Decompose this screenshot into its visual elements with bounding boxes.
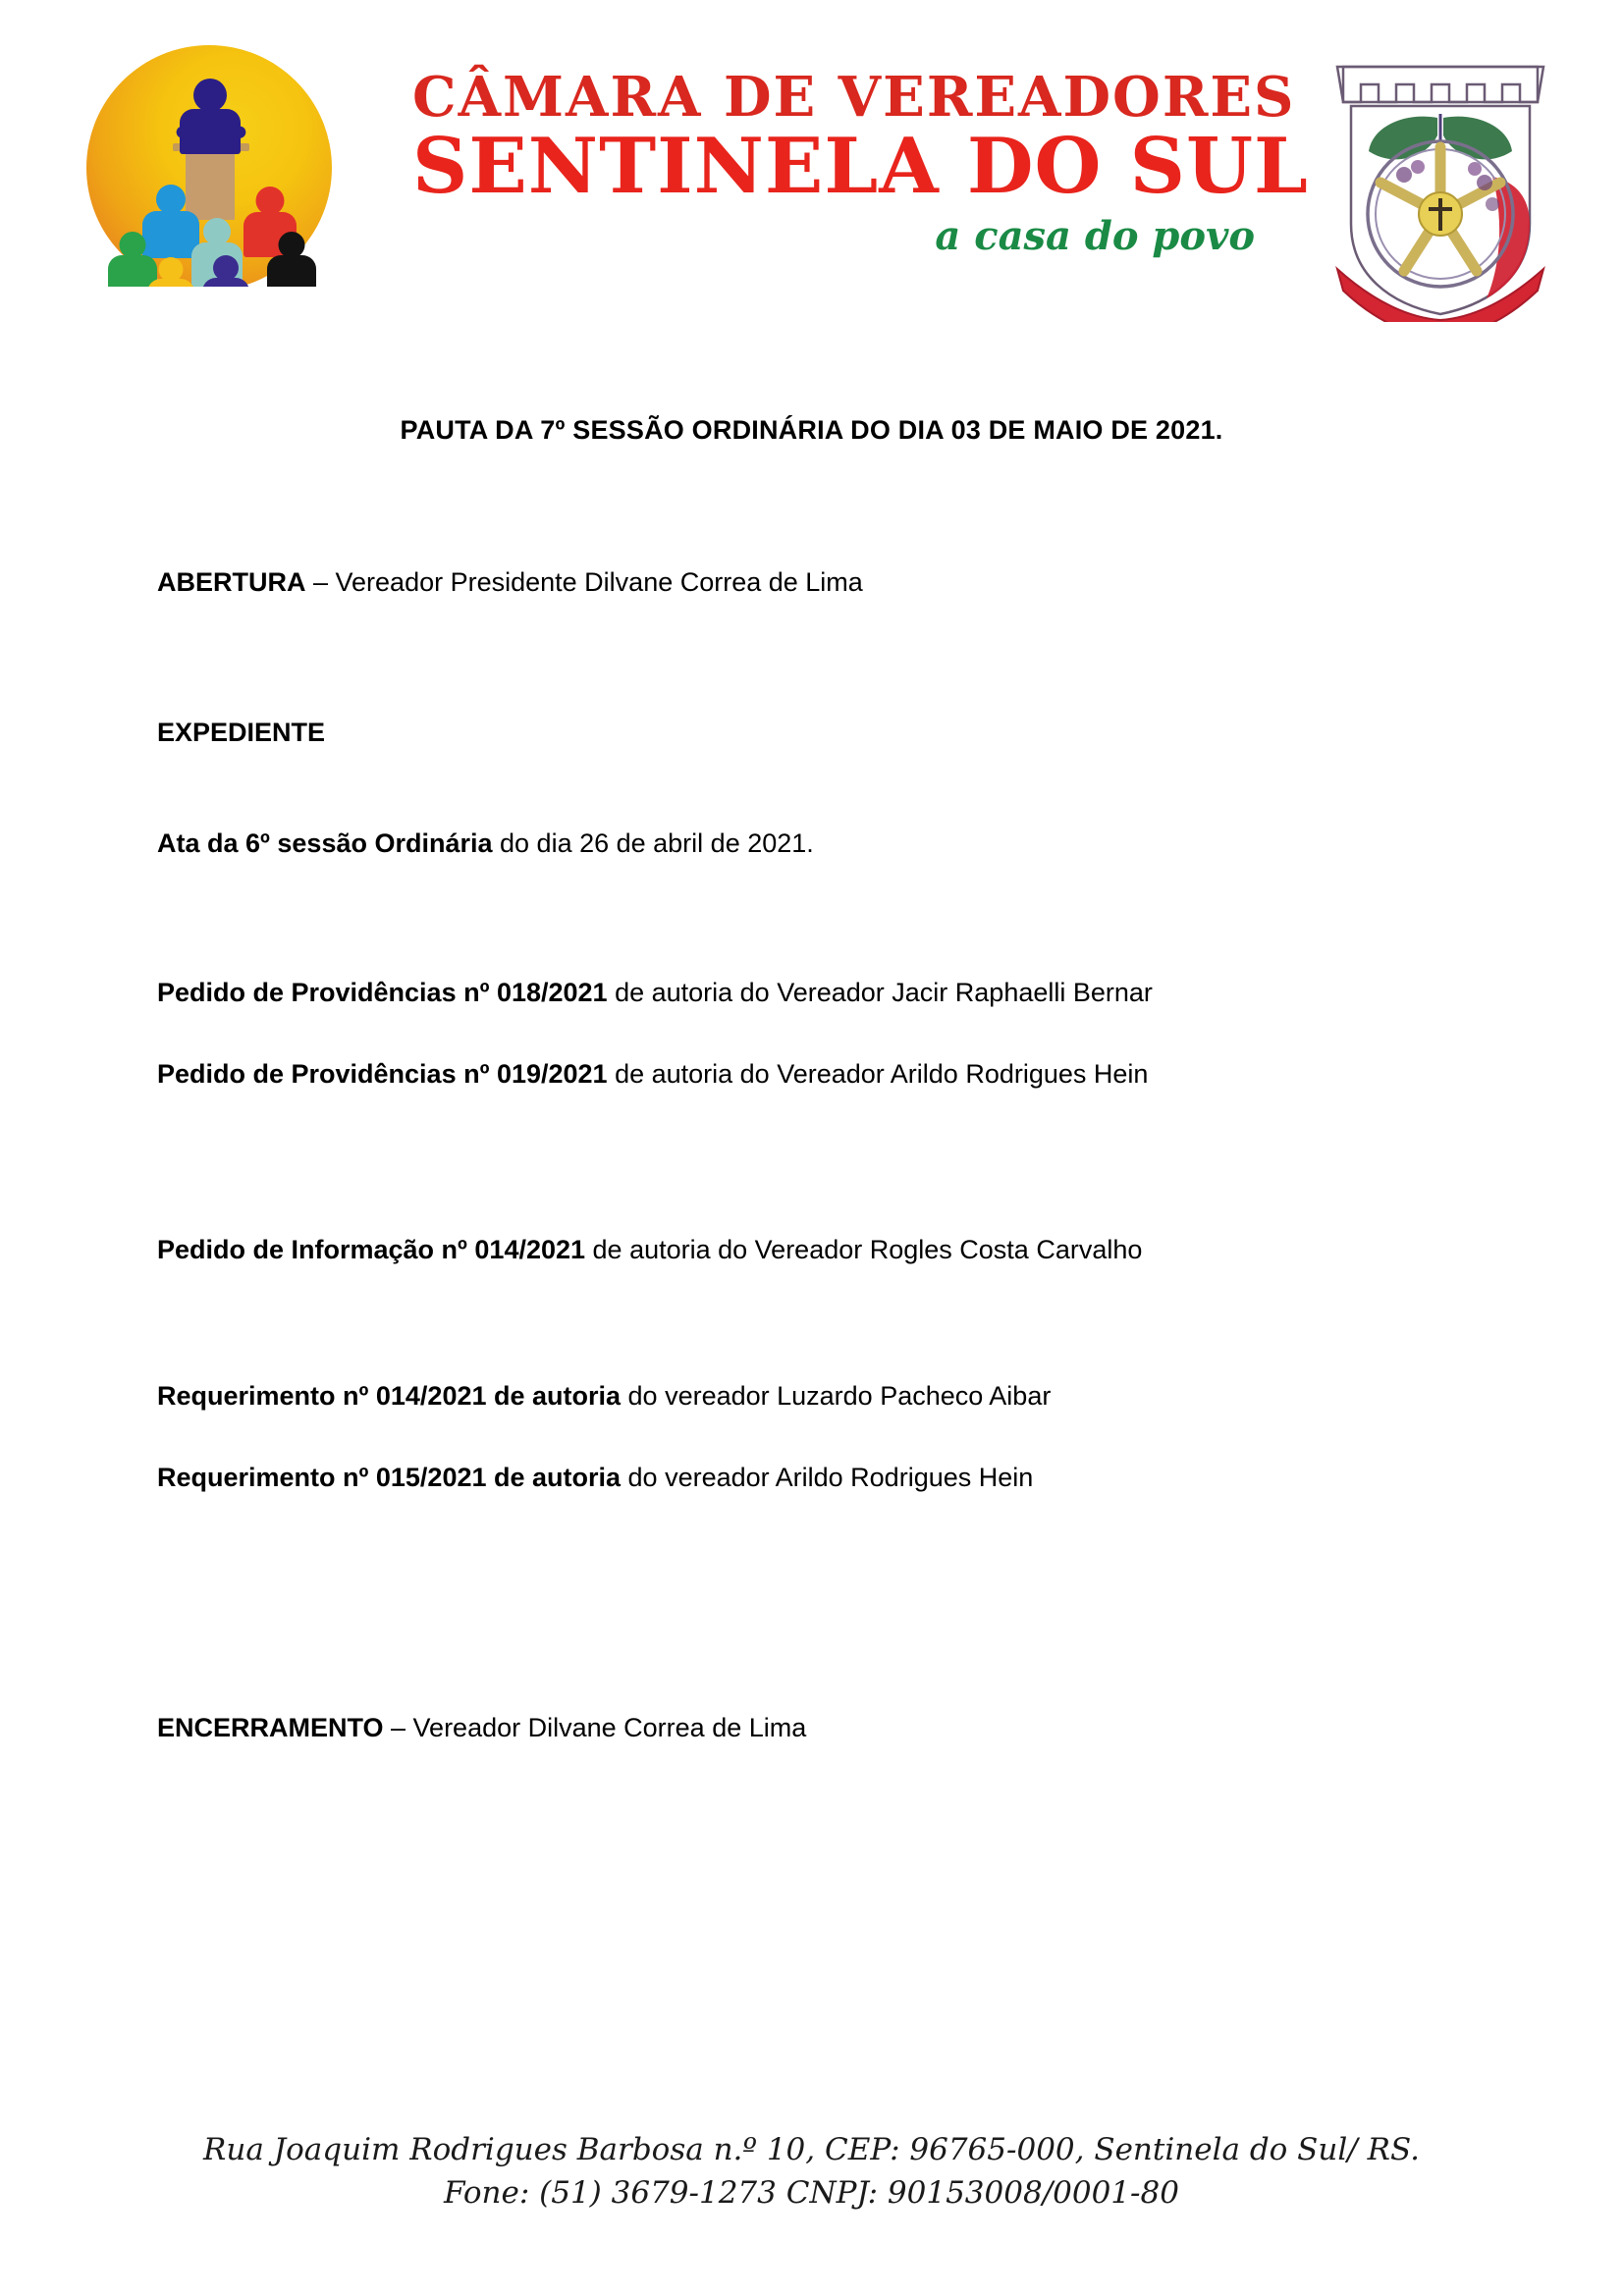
line-expediente — [157, 717, 1512, 749]
line-requerimento-014-label: Requerimento nº 014/2021 de autoria — [157, 1381, 622, 1411]
line-requerimento-014 — [157, 1380, 1512, 1413]
wordmark-line-sentinela: SENTINELA DO SUL — [412, 121, 1309, 211]
assembly-people-logo-icon — [86, 45, 332, 291]
line-encerramento-text: – Vereador Dilvane Correa de Lima — [383, 1713, 807, 1742]
line-informacao-014-text: de autoria do Vereador Rogles Costa Carvalho — [585, 1235, 1143, 1264]
logo-figure-black — [267, 232, 316, 293]
line-requerimento-015-label: Requerimento nº 015/2021 de autoria — [157, 1463, 622, 1492]
line-ata — [157, 828, 1512, 860]
letterhead-wordmark — [412, 65, 1309, 259]
wordmark-tagline: a casa do povo — [935, 212, 1255, 259]
line-requerimento-015-text: do vereador Arildo Rodrigues Hein — [621, 1463, 1034, 1492]
line-providencias-019-label: Pedido de Providências nº 019/2021 — [157, 1059, 608, 1089]
logo-bottom-mask — [77, 287, 352, 326]
line-abertura — [157, 566, 1512, 599]
footer — [0, 2128, 1623, 2215]
line-encerramento — [157, 1712, 1512, 1744]
line-providencias-019 — [157, 1058, 1512, 1091]
line-providencias-018-label: Pedido de Providências nº 018/2021 — [157, 978, 608, 1007]
line-ata-label: Ata da 6º sessão Ordinária — [157, 828, 493, 858]
line-expediente-label: EXPEDIENTE — [157, 718, 326, 747]
footer-contact: Fone: (51) 3679-1273 CNPJ: 90153008/0001-80 — [444, 2175, 1179, 2212]
logo-figure-speaker — [180, 79, 241, 155]
line-providencias-018 — [157, 977, 1512, 1009]
line-informacao-014-label: Pedido de Informação nº 014/2021 — [157, 1235, 586, 1264]
line-ata-text: do dia 26 de abril de 2021. — [492, 828, 814, 858]
wordmark-line-camara: CÂMARA DE VEREADORES — [412, 65, 1296, 130]
line-encerramento-label: ENCERRAMENTO — [157, 1713, 384, 1742]
line-requerimento-015 — [157, 1462, 1512, 1494]
line-providencias-018-text: de autoria do Vereador Jacir Raphaelli Bernar — [607, 978, 1153, 1007]
line-abertura-text: – Vereador Presidente Dilvane Correa de Lima — [305, 567, 863, 597]
coat-of-arms-icon — [1327, 57, 1553, 322]
line-providencias-019-text: de autoria do Vereador Arildo Rodrigues Hein — [607, 1059, 1149, 1089]
footer-address: Rua Joaquim Rodrigues Barbosa n.º 10, CEP: 96765-000, Sentinela do Sul/ RS. — [203, 2132, 1420, 2167]
line-requerimento-014-text: do vereador Luzardo Pacheco Aibar — [621, 1381, 1052, 1411]
letterhead — [0, 18, 1623, 342]
line-abertura-label: ABERTURA — [157, 567, 306, 597]
line-informacao-014 — [157, 1234, 1512, 1266]
page-title: PAUTA DA 7º SESSÃO ORDINÁRIA DO DIA 03 DE MAIO DE 2021. — [400, 415, 1223, 445]
